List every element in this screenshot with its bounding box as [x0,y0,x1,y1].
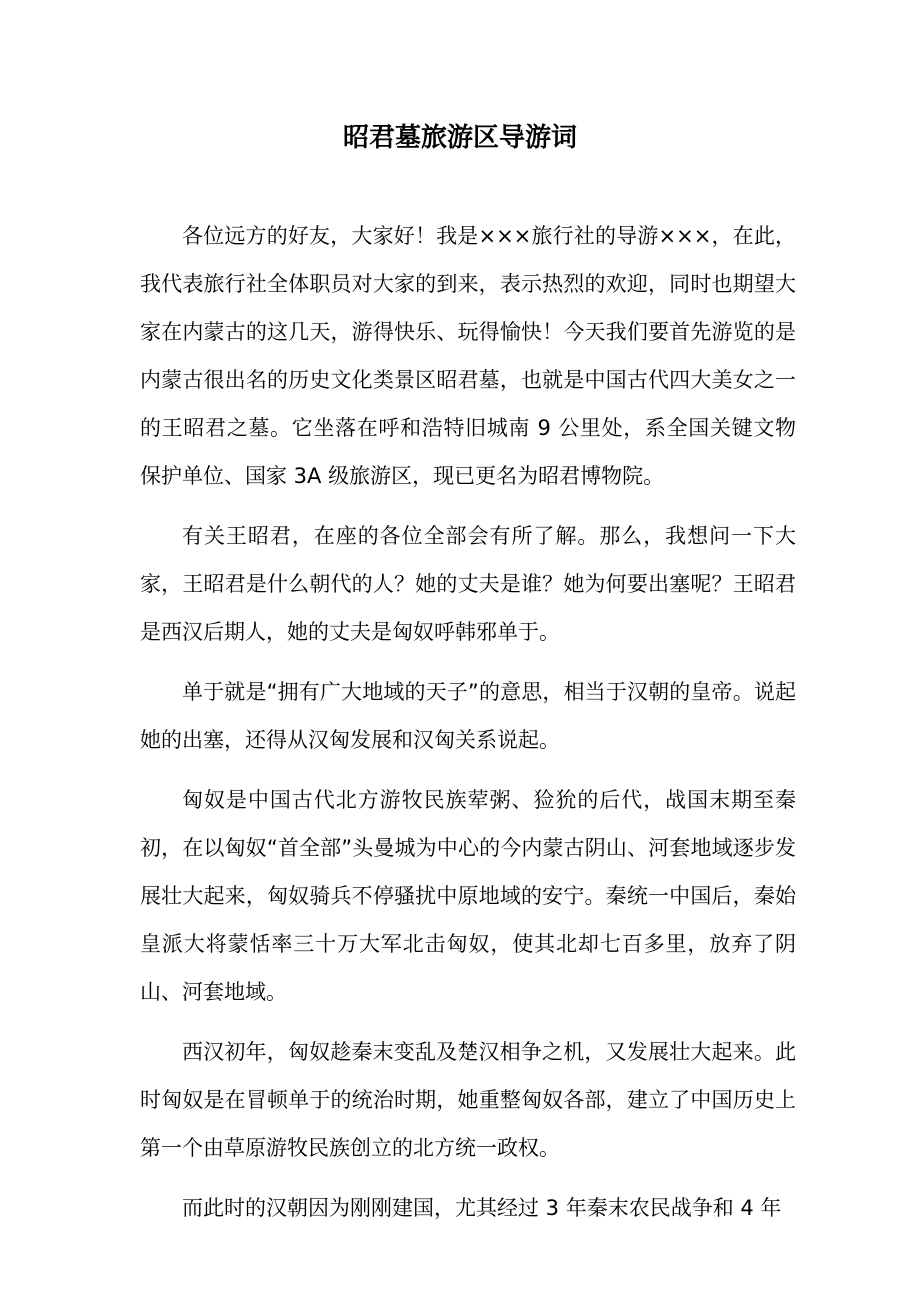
document-body [140,212,796,1244]
paragraph-xiongnu-origin: 匈奴是中国古代北方游牧民族荤粥、猃狁的后代，战国末期至秦初，在以匈奴“首全部”头曼城为中心的今内蒙古阴山、河套地域逐步发展壮大起来，匈奴骑兵不停骚扰中原地域的安宁。秦统一中国后，秦始皇派大将蒙恬率三十万大军北击匈奴，使其北却七百多里，放弃了阴山、河套地域。 [140,788,796,1004]
paragraph-han-dynasty: 而此时的汉朝因为刚刚建国，尤其经过 3 年秦末农民战争和 4 年 [182,1196,782,1220]
paragraph-western-han: 西汉初年，匈奴趁秦末变乱及楚汉相争之机，又发展壮大起来。此时匈奴是在冒顿单于的统治时期，她重整匈奴各部，建立了中国历史上第一个由草原游牧民族创立的北方统一政权。 [140,1040,796,1160]
paragraph-wang-zhaojun: 有关王昭君，在座的各位全部会有所了解。那么，我想问一下大家，王昭君是什么朝代的人？她的丈夫是谁？她为何要出塞呢？王昭君是西汉后期人，她的丈夫是匈奴呼韩邪单于。 [140,524,796,644]
document-title: 昭君墓旅游区导游词 [342,123,577,153]
paragraph-chanyu: 单于就是“拥有广大地域的天子”的意思，相当于汉朝的皇帝。说起她的出塞，还得从汉匈发展和汉匈关系说起。 [140,680,796,752]
paragraph-welcome: 各位远方的好友，大家好！我是×××旅行社的导游×××，在此，我代表旅行社全体职员对大家的到来，表示热烈的欢迎，同时也期望大家在内蒙古的这几天，游得快乐、玩得愉快！今天我们要首先游览的是内蒙古很出名的历史文化类景区昭君墓，也就是中国古代四大美女之一的王昭君之墓。它坐落在呼和浩特旧城南 9 公里处，系全国关键文物保护单位、国家 3A 级旅游区，现已更名为昭君博物院。 [140,224,796,488]
